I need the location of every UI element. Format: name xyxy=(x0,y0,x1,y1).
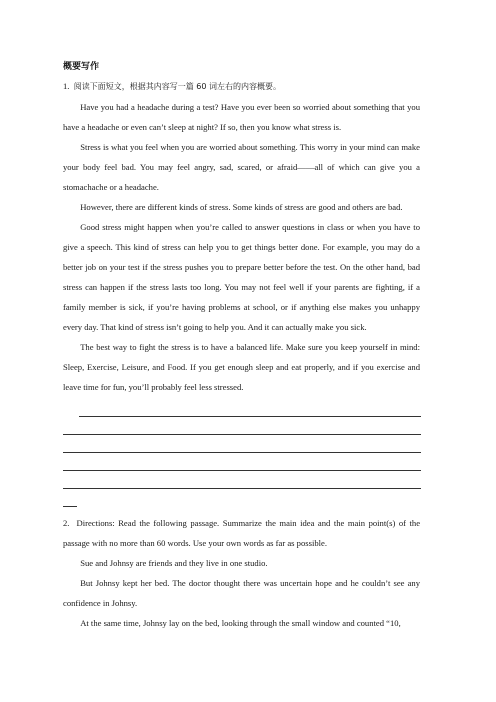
q1-instruction xyxy=(63,76,420,97)
answer-line[interactable] xyxy=(79,399,421,417)
answer-line[interactable] xyxy=(63,417,421,435)
q2-instruction xyxy=(63,513,420,553)
q2-paragraph: Sue and Johnsy are friends and they live in one studio. xyxy=(80,558,268,568)
q1-number: 1. xyxy=(63,81,70,91)
q1-paragraph: However, there are different kinds of stress. Some kinds of stress are good and others are bad. xyxy=(80,202,403,212)
q1-paragraph: The best way to fight the stress is to have a balanced life. Make sure you keep yourself in mind: Sleep, Exercise, Leisure, and Food. If you get enough sleep and eat properly, and if you exercise and leave time for fun, you’ll probably feel less stressed. xyxy=(63,342,420,392)
answer-line[interactable] xyxy=(63,435,421,453)
question-1 xyxy=(63,76,420,507)
q2-instruction-text: Directions: Read the following passage. Summarize the main idea and the main point(s) of the passage with no more than 60 words. Use your own words as far as possible. xyxy=(63,518,421,548)
answer-line[interactable] xyxy=(63,453,421,471)
q2-paragraph: But Johnsy kept her bed. The doctor thought there was uncertain hope and he couldn’t see any confidence in Johnsy. xyxy=(63,578,420,608)
q1-instruction-text: 阅读下面短文，根据其内容写一篇 60 词左右的内容概要。 xyxy=(73,82,282,91)
q1-paragraph: Have you had a headache during a test? Have you ever been so worried about something that you have a headache or even can’t sleep at night? If so, then you know what stress is. xyxy=(63,102,420,132)
answer-line-tail[interactable] xyxy=(63,489,77,507)
q1-paragraph: Good stress might happen when you’re called to answer questions in class or when you have to give a speech. This kind of stress can help you to get things better done. For example, you may do a better job on your test if the stress pushes you to prepare better before the test. On the other hand, bad stress can happen if the stress lasts too long. You may not feel well if your parents are fighting, if a family member is sick, if you’re having problems at school, or if anything else makes you unhappy every day. That kind of stress isn’t going to help you. And it can actually make you sick. xyxy=(63,222,420,332)
section-title: 概要写作 xyxy=(63,62,100,72)
answer-line[interactable] xyxy=(63,471,421,489)
q1-answer-area[interactable] xyxy=(63,399,420,507)
q2-number: 2. xyxy=(63,518,70,528)
q2-paragraph: At the same time, Johnsy lay on the bed, looking through the small window and counted “10, xyxy=(80,618,401,628)
q1-paragraph: Stress is what you feel when you are worried about something. This worry in your mind can make your body feel bad. You may feel angry, sad, scared, or afraid——all of which can give you a stomachache or a headache. xyxy=(63,142,420,192)
question-2 xyxy=(63,513,420,633)
